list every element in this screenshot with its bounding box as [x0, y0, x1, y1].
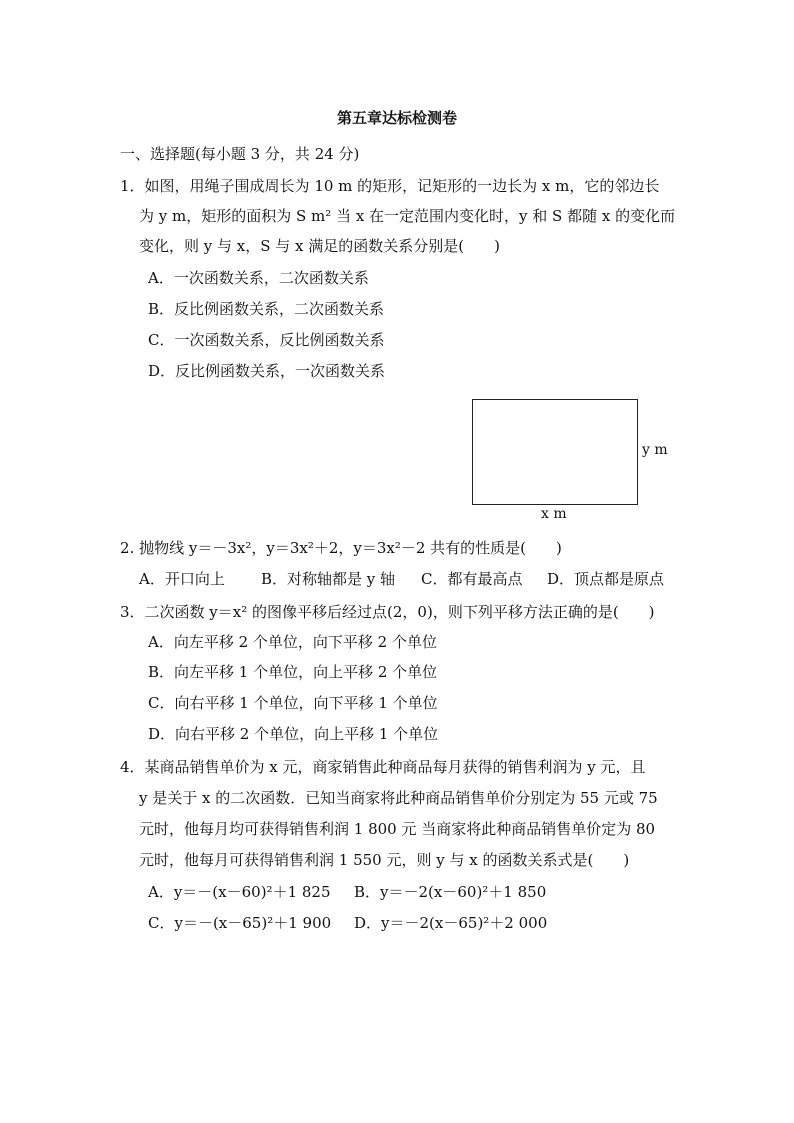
- rectangle-side-label: y m: [642, 442, 668, 458]
- q2-option-c[interactable]: C．都有最高点: [421, 570, 523, 588]
- q3-option-b[interactable]: B．向左平移 1 个单位，向上平移 2 个单位: [148, 663, 438, 681]
- q3-option-a[interactable]: A．向左平移 2 个单位，向下平移 2 个单位: [148, 633, 437, 651]
- q1-option-b[interactable]: B．反比例函数关系，二次函数关系: [148, 300, 385, 318]
- q4-stem-line-2: y 是关于 x 的二次函数．已知当商家将此种商品销售单价分别定为 55 元或 75: [139, 789, 658, 807]
- q3-option-c[interactable]: C．向右平移 1 个单位，向下平移 1 个单位: [148, 694, 438, 712]
- q2-option-b[interactable]: B．对称轴都是 y 轴: [261, 570, 396, 588]
- q2-option-a[interactable]: A．开口向上: [139, 570, 225, 588]
- rectangle-bottom-label: x m: [541, 506, 567, 522]
- q1-option-d[interactable]: D．反比例函数关系，一次函数关系: [148, 362, 386, 380]
- q4-option-a[interactable]: A．y＝－(x－60)²＋1 825: [148, 883, 331, 901]
- q1-option-c[interactable]: C．一次函数关系，反比例函数关系: [148, 331, 385, 349]
- q4-option-d[interactable]: D．y＝－2(x－65)²＋2 000: [354, 914, 548, 932]
- q1-stem-line-2: 为 y m，矩形的面积为 S m² 当 x 在一定范围内变化时，y 和 S 都随 x 的变化而: [139, 207, 676, 225]
- q2-stem: 2. 抛物线 y＝－3x²，y＝3x²＋2，y＝3x²－2 共有的性质是( ): [120, 539, 562, 557]
- q2-option-d[interactable]: D．顶点都是原点: [547, 570, 665, 588]
- q4-stem-line-1: 4．某商品销售单价为 x 元，商家销售此种商品每月获得的销售利润为 y 元，且: [120, 758, 646, 776]
- q3-option-d[interactable]: D．向右平移 2 个单位，向上平移 1 个单位: [148, 725, 439, 743]
- q4-option-b[interactable]: B．y＝－2(x－60)²＋1 850: [354, 883, 547, 901]
- q4-stem-line-4: 元时，他每月可获得销售利润 1 550 元，则 y 与 x 的函数关系式是( ): [139, 851, 630, 869]
- section-header: 一、选择题(每小题 3 分，共 24 分): [120, 145, 360, 163]
- q3-stem: 3．二次函数 y＝x² 的图像平移后经过点(2，0)，则下列平移方法正确的是( ): [120, 603, 655, 621]
- q1-option-a[interactable]: A．一次函数关系，二次函数关系: [148, 269, 369, 287]
- q4-option-c[interactable]: C．y＝－(x－65)²＋1 900: [148, 914, 332, 932]
- rectangle-shape: [472, 399, 638, 505]
- document-title: 第五章达标检测卷: [336, 109, 457, 127]
- q1-stem-line-1: 1．如图，用绳子围成周长为 10 m 的矩形，记矩形的一边长为 x m，它的邻边长: [120, 177, 660, 195]
- q1-stem-line-3: 变化，则 y 与 x，S 与 x 满足的函数关系分别是( ): [139, 237, 500, 255]
- q4-stem-line-3: 元时，他每月均可获得销售利润 1 800 元 当商家将此种商品销售单价定为 80: [139, 820, 656, 838]
